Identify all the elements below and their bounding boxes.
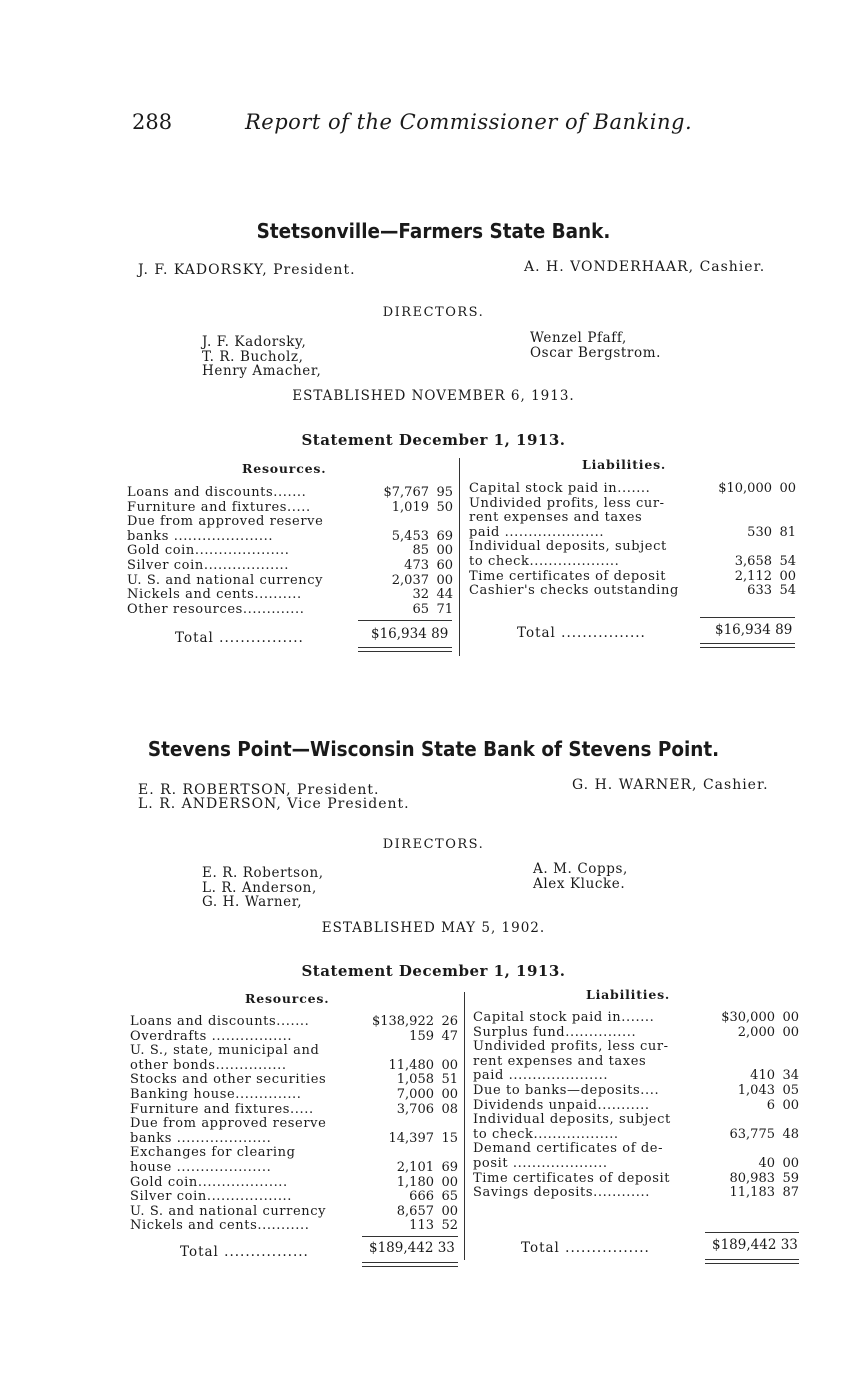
row-dollars: 65 — [412, 601, 429, 617]
row-dollars: 40 — [758, 1155, 775, 1171]
total-value: $189,442 33 — [369, 1240, 455, 1256]
row-dollars: 2,101 — [396, 1159, 434, 1175]
table-row — [127, 588, 453, 603]
total-label: Total ................ — [175, 630, 304, 646]
liabilities-table — [473, 1011, 799, 1201]
row-label: banks ..................... — [127, 528, 274, 544]
row-label: Loans and discounts....... — [130, 1014, 310, 1029]
row-label: Capital stock paid in....... — [469, 481, 651, 496]
sum-rule — [362, 1236, 458, 1237]
table-row — [130, 1132, 458, 1147]
row-label: Nickels and cents.......... — [127, 587, 302, 603]
director: Oscar Bergstrom. — [530, 344, 661, 361]
row-dollars: 3,706 — [396, 1101, 434, 1117]
table-row — [130, 1088, 458, 1103]
director: E. R. Robertson, — [202, 865, 324, 881]
row-label: Gold coin.................... — [127, 543, 290, 559]
director: Henry Amacher, — [202, 363, 322, 379]
row-dollars: 5,453 — [391, 528, 429, 544]
row-label: Furniture and fixtures..... — [127, 499, 311, 515]
established: ESTABLISHED NOVEMBER 6, 1913. — [292, 388, 575, 404]
row-label: Due from approved reserve — [130, 1116, 327, 1132]
row-label: Stocks and other securities — [130, 1072, 327, 1088]
row-label: Undivided profits, less cur- — [473, 1039, 669, 1055]
row-dollars: 1,058 — [396, 1072, 434, 1088]
row-cents: 26 — [441, 1014, 458, 1029]
row-dollars: 11,480 — [388, 1057, 434, 1073]
row-label: Individual deposits, subject — [469, 539, 667, 555]
row-cents: 00 — [779, 481, 796, 496]
table-row — [469, 482, 796, 497]
double-rule — [362, 1266, 458, 1267]
row-label: Gold coin................... — [130, 1174, 288, 1190]
total-value: $189,442 33 — [712, 1237, 798, 1253]
row-label: to check.................. — [473, 1126, 619, 1142]
sum-rule — [705, 1232, 799, 1233]
row-label: banks .................... — [130, 1130, 272, 1146]
total-label: Total ................ — [521, 1240, 650, 1256]
directors-left — [202, 335, 321, 379]
table-row — [127, 603, 453, 618]
row-label: Surplus fund............... — [473, 1024, 637, 1040]
row-dollars: 7,000 — [396, 1086, 434, 1102]
row-cents: 00 — [441, 1057, 458, 1073]
table-row — [130, 1073, 458, 1088]
row-label: U. S. and national currency — [127, 572, 324, 588]
table-row — [473, 1069, 799, 1084]
double-rule — [705, 1259, 799, 1260]
row-label: Undivided profits, less cur- — [469, 495, 665, 511]
resources-heading: Resources. — [242, 461, 327, 476]
row-label: Silver coin.................. — [127, 557, 290, 573]
row-cents: 00 — [782, 1097, 799, 1113]
double-rule — [705, 1263, 799, 1264]
row-dollars: 8,657 — [396, 1203, 434, 1219]
vice-president: L. R. ANDERSON, Vice President. — [138, 796, 410, 812]
row-cents: 54 — [779, 553, 796, 569]
row-cents: 95 — [436, 485, 453, 500]
row-cents: 65 — [441, 1189, 458, 1205]
row-cents: 00 — [782, 1010, 799, 1025]
row-dollars: 11,183 — [729, 1185, 775, 1201]
table-row — [469, 497, 796, 512]
row-cents: 34 — [782, 1068, 799, 1084]
row-label: Dividends unpaid........... — [473, 1097, 650, 1113]
row-label: to check................... — [469, 553, 620, 569]
row-label: Other resources............. — [127, 601, 305, 617]
table-row — [130, 1044, 458, 1059]
row-cents: 00 — [782, 1155, 799, 1171]
row-label: rent expenses and taxes — [469, 510, 643, 526]
table-row — [469, 540, 796, 555]
director: T. R. Bucholz, — [202, 348, 304, 365]
sum-rule — [358, 620, 452, 621]
table-row — [130, 1161, 458, 1176]
table-row — [130, 1030, 458, 1045]
row-dollars: 14,397 — [388, 1130, 434, 1146]
director: G. H. Warner, — [202, 894, 303, 910]
table-row — [127, 544, 453, 559]
column-divider — [459, 458, 460, 656]
row-cents: 00 — [436, 543, 453, 559]
row-label: Overdrafts ................. — [130, 1028, 293, 1044]
row-label: rent expenses and taxes — [473, 1053, 647, 1069]
table-row — [127, 559, 453, 574]
row-label: posit .................... — [473, 1155, 608, 1171]
row-dollars: 2,112 — [734, 568, 772, 584]
liabilities-heading: Liabilities. — [582, 457, 667, 472]
row-label: Silver coin.................. — [130, 1189, 293, 1205]
total-value: $16,934 89 — [715, 622, 793, 638]
directors-heading: DIRECTORS. — [382, 305, 485, 320]
column-divider — [464, 992, 465, 1260]
row-dollars: 3,658 — [734, 553, 772, 569]
row-cents: 52 — [441, 1218, 458, 1234]
row-label: paid ..................... — [469, 524, 605, 540]
resources-table — [130, 1015, 458, 1234]
row-dollars: 159 — [409, 1028, 434, 1044]
row-cents: 00 — [441, 1203, 458, 1219]
row-cents: 00 — [441, 1086, 458, 1102]
table-row — [127, 486, 453, 501]
row-dollars: $30,000 — [721, 1010, 775, 1025]
table-row — [130, 1146, 458, 1161]
row-cents: 54 — [779, 583, 796, 599]
row-label: Banking house.............. — [130, 1086, 302, 1102]
liabilities-table — [469, 482, 796, 599]
row-label: other bonds............... — [130, 1057, 287, 1073]
directors-heading: DIRECTORS. — [382, 837, 485, 852]
table-row — [473, 1099, 799, 1114]
director: A. M. Copps, — [533, 861, 628, 877]
statement-heading: Statement December 1, 1913. — [301, 962, 566, 980]
row-cents: 59 — [782, 1170, 799, 1186]
double-rule — [700, 647, 795, 648]
table-row — [130, 1219, 458, 1234]
double-rule — [362, 1262, 458, 1263]
table-row — [473, 1128, 799, 1143]
liabilities-heading: Liabilities. — [586, 987, 671, 1002]
page-number: 288 — [132, 110, 173, 134]
row-label: Due from approved reserve — [127, 514, 324, 530]
table-row — [469, 584, 796, 599]
row-dollars: 1,019 — [391, 499, 429, 515]
table-row — [469, 570, 796, 585]
double-rule — [700, 643, 795, 644]
director: Alex Klucke. — [533, 875, 626, 892]
row-dollars: 473 — [404, 557, 429, 573]
row-cents: 47 — [441, 1028, 458, 1044]
row-dollars: 1,043 — [737, 1082, 775, 1098]
row-dollars: 6 — [766, 1097, 775, 1113]
table-row — [130, 1176, 458, 1191]
row-cents: 60 — [436, 557, 453, 573]
row-dollars: 633 — [747, 583, 772, 599]
established: ESTABLISHED MAY 5, 1902. — [321, 920, 546, 936]
total-label: Total ................ — [517, 625, 646, 641]
row-dollars: $10,000 — [718, 481, 772, 496]
director: J. F. Kadorsky, — [202, 334, 307, 350]
row-label: Cashier's checks outstanding — [469, 583, 679, 599]
row-label: Time certificates of deposit — [469, 568, 667, 584]
row-dollars: 80,983 — [729, 1170, 775, 1186]
row-cents: 69 — [441, 1159, 458, 1175]
row-cents: 00 — [441, 1174, 458, 1190]
double-rule — [358, 651, 452, 652]
cashier: A. H. VONDERHAAR, Cashier. — [524, 259, 766, 275]
row-dollars: $7,767 — [383, 485, 429, 500]
president: J. F. KADORSKY, President. — [138, 262, 356, 278]
statement-heading: Statement December 1, 1913. — [301, 431, 566, 449]
president: E. R. ROBERTSON, President. — [138, 782, 380, 798]
row-cents: 87 — [782, 1185, 799, 1201]
table-row — [473, 1172, 799, 1187]
table-row — [469, 511, 796, 526]
directors-right — [533, 862, 628, 891]
table-row — [130, 1117, 458, 1132]
row-dollars: 63,775 — [729, 1126, 775, 1142]
running-title: Report of the Commissioner of Banking. — [245, 110, 693, 134]
row-cents: 51 — [441, 1072, 458, 1088]
row-dollars: 85 — [412, 543, 429, 559]
row-label: Furniture and fixtures..... — [130, 1101, 314, 1117]
table-row — [469, 555, 796, 570]
total-value: $16,934 89 — [371, 626, 449, 642]
table-row — [130, 1103, 458, 1118]
table-row — [473, 1055, 799, 1070]
table-row — [127, 501, 453, 516]
table-row — [473, 1186, 799, 1201]
table-row — [473, 1113, 799, 1128]
row-cents: 69 — [436, 528, 453, 544]
row-dollars: 113 — [409, 1218, 434, 1234]
bank-title: Stevens Point—Wisconsin State Bank of Stevens Point. — [147, 737, 720, 761]
row-cents: 00 — [436, 572, 453, 588]
row-cents: 05 — [782, 1082, 799, 1098]
row-dollars: 2,000 — [737, 1024, 775, 1040]
sum-rule — [700, 617, 795, 618]
row-dollars: $138,922 — [371, 1014, 434, 1029]
row-cents: 08 — [441, 1101, 458, 1117]
cashier: G. H. WARNER, Cashier. — [572, 777, 769, 793]
table-row — [127, 530, 453, 545]
directors-left — [202, 866, 324, 910]
row-cents: 50 — [436, 499, 453, 515]
table-row — [473, 1157, 799, 1172]
row-cents: 44 — [436, 587, 453, 603]
row-dollars: 666 — [409, 1189, 434, 1205]
row-label: U. S., state, municipal and — [130, 1043, 320, 1059]
table-row — [127, 515, 453, 530]
row-label: Exchanges for clearing — [130, 1145, 296, 1161]
table-row — [473, 1011, 799, 1026]
row-label: Individual deposits, subject — [473, 1112, 671, 1128]
table-row — [473, 1026, 799, 1041]
row-label: house .................... — [130, 1159, 272, 1175]
row-cents: 81 — [779, 524, 796, 540]
table-row — [473, 1142, 799, 1157]
row-dollars: 2,037 — [391, 572, 429, 588]
total-label: Total ................ — [180, 1244, 309, 1260]
row-dollars: 410 — [750, 1068, 775, 1084]
bank-title: Stetsonville—Farmers State Bank. — [256, 219, 611, 243]
row-cents: 15 — [441, 1130, 458, 1146]
row-label: Time certificates of deposit — [473, 1170, 671, 1186]
table-row — [130, 1190, 458, 1205]
resources-heading: Resources. — [245, 991, 330, 1006]
row-label: Savings deposits............ — [473, 1185, 650, 1201]
table-row — [473, 1040, 799, 1055]
director: Wenzel Pfaff, — [530, 330, 627, 346]
table-row — [130, 1015, 458, 1030]
directors-right — [530, 331, 661, 360]
row-label: Demand certificates of de- — [473, 1141, 664, 1157]
row-dollars: 530 — [747, 524, 772, 540]
row-cents: 00 — [782, 1024, 799, 1040]
row-label: Due to banks—deposits.... — [473, 1082, 660, 1098]
row-cents: 71 — [436, 601, 453, 617]
row-dollars: 32 — [412, 587, 429, 603]
row-cents: 48 — [782, 1126, 799, 1142]
resources-table — [127, 486, 453, 617]
table-row — [469, 526, 796, 541]
table-row — [130, 1059, 458, 1074]
row-label: paid ..................... — [473, 1068, 609, 1084]
row-label: U. S. and national currency — [130, 1203, 327, 1219]
table-row — [127, 574, 453, 589]
row-label: Nickels and cents........... — [130, 1218, 310, 1234]
row-label: Capital stock paid in....... — [473, 1010, 655, 1025]
row-label: Loans and discounts....... — [127, 485, 307, 500]
row-dollars: 1,180 — [396, 1174, 434, 1190]
table-row — [130, 1205, 458, 1220]
table-row — [473, 1084, 799, 1099]
director: L. R. Anderson, — [202, 879, 317, 896]
row-cents: 00 — [779, 568, 796, 584]
double-rule — [358, 647, 452, 648]
